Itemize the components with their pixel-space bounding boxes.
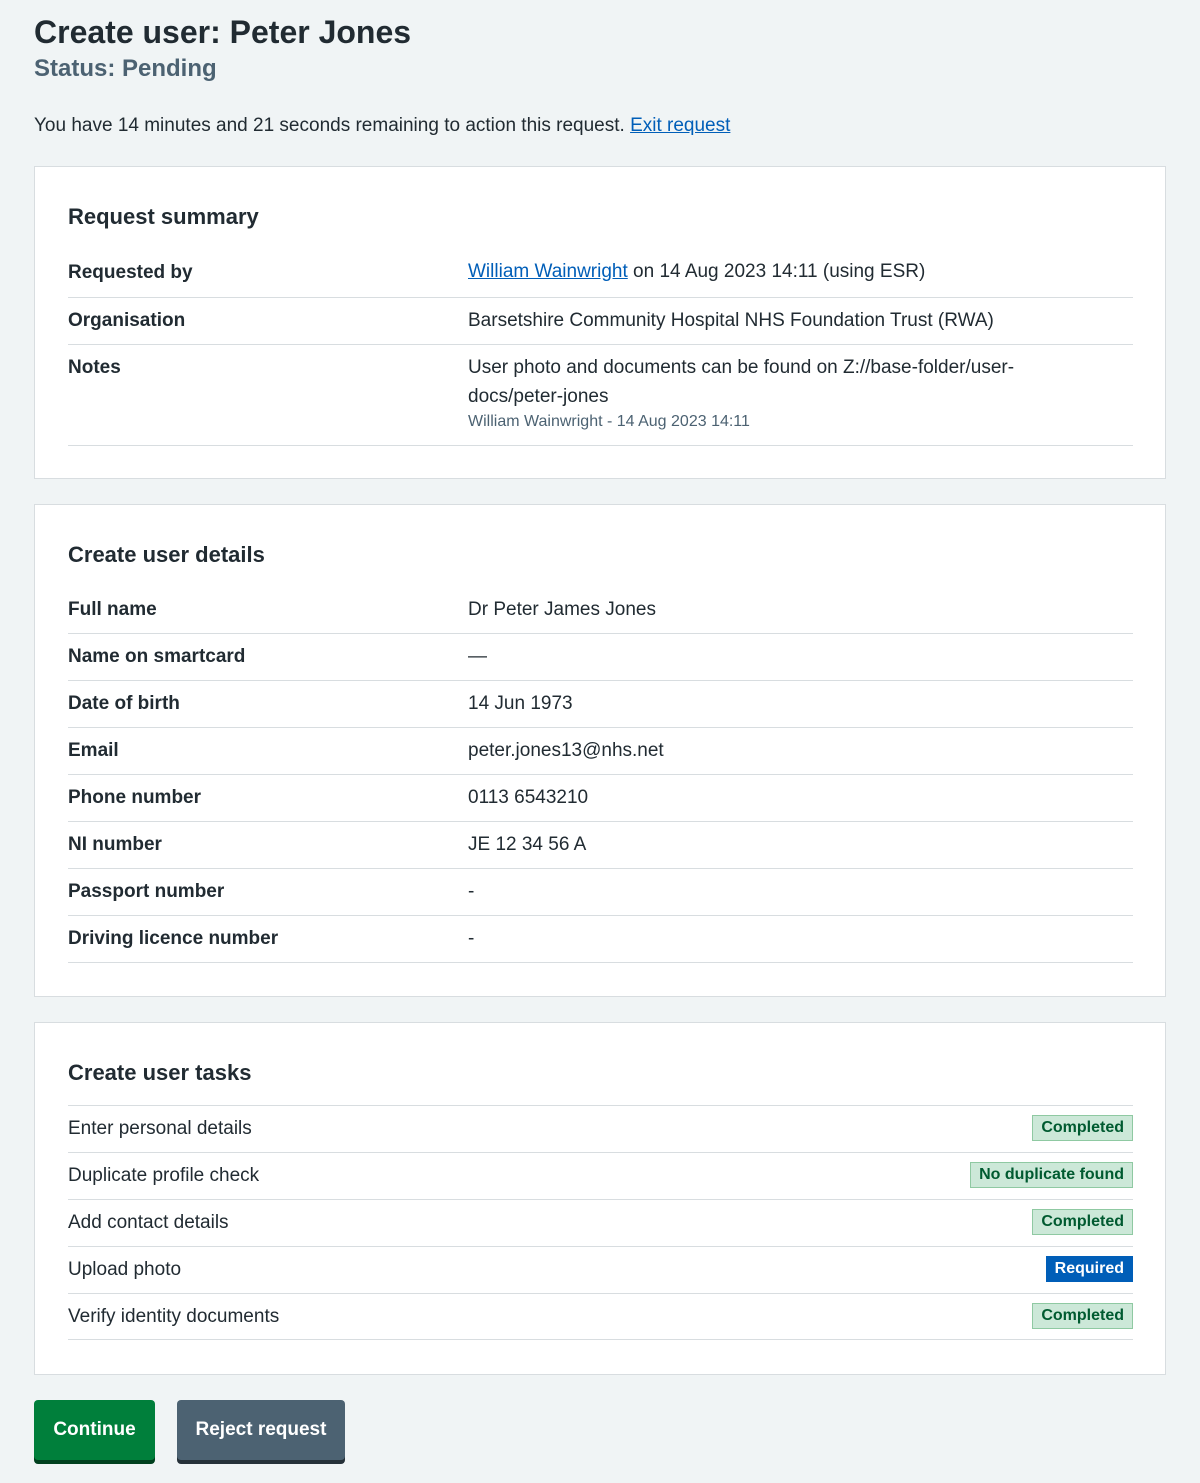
reject-request-button[interactable]: Reject request (177, 1400, 345, 1460)
timer-message (34, 113, 730, 139)
detail-row (68, 728, 1133, 775)
status-tag: No duplicate found (970, 1162, 1133, 1188)
task-name[interactable]: Duplicate profile check (68, 1165, 260, 1186)
requester-link[interactable]: William Wainwright (468, 261, 628, 282)
user-details-title: Create user details (68, 542, 265, 567)
task-row-personal-details (68, 1105, 1133, 1152)
user-details-card (34, 504, 1166, 997)
status-tag: Completed (1032, 1303, 1133, 1329)
task-row-upload-photo (68, 1246, 1133, 1293)
detail-row (68, 681, 1133, 728)
request-summary-card (34, 166, 1166, 479)
page-title: Create user: Peter Jones (34, 14, 412, 50)
status-tag: Required (1046, 1256, 1133, 1282)
summary-key-requested-by: Requested by (68, 262, 193, 283)
status-tag: Completed (1032, 1115, 1133, 1141)
detail-value: - (468, 881, 475, 902)
detail-row (68, 775, 1133, 822)
summary-row-requested-by (68, 257, 1133, 298)
task-name[interactable]: Upload photo (68, 1259, 182, 1280)
detail-value: — (468, 646, 487, 667)
detail-value: 0113 6543210 (468, 787, 589, 808)
task-name[interactable]: Enter personal details (68, 1118, 252, 1139)
detail-value: Dr Peter James Jones (468, 599, 656, 620)
continue-button[interactable]: Continue (34, 1400, 155, 1460)
detail-value: peter.jones13@nhs.net (468, 740, 664, 761)
detail-key: Passport number (68, 881, 225, 902)
request-summary-title: Request summary (68, 204, 259, 229)
task-row-duplicate-check (68, 1152, 1133, 1199)
detail-row (68, 869, 1133, 916)
detail-row (68, 634, 1133, 681)
user-tasks-card (34, 1022, 1166, 1375)
summary-key-notes: Notes (68, 357, 121, 378)
detail-value: JE 12 34 56 A (468, 834, 587, 855)
notes-text: User photo and documents can be found on Z://base-folder/user-docs/peter-jones (468, 357, 1015, 407)
detail-value: - (468, 928, 475, 949)
requested-date-text: on 14 Aug 2023 14:11 (using ESR) (627, 261, 926, 282)
detail-key: Driving licence number (68, 928, 279, 949)
detail-key: Email (68, 740, 119, 761)
user-tasks-title: Create user tasks (68, 1060, 252, 1085)
summary-row-notes (68, 345, 1133, 446)
detail-value: 14 Jun 1973 (468, 693, 573, 714)
detail-key: Full name (68, 599, 157, 620)
task-name[interactable]: Add contact details (68, 1212, 229, 1233)
detail-key: NI number (68, 834, 162, 855)
status-subtitle: Status: Pending (34, 55, 217, 82)
timer-text: You have 14 minutes and 21 seconds remaining to action this request. (34, 115, 625, 136)
detail-key: Phone number (68, 787, 202, 808)
summary-value-notes (468, 353, 1068, 433)
detail-key: Name on smartcard (68, 646, 246, 667)
task-name[interactable]: Verify identity documents (68, 1306, 280, 1327)
notes-meta: William Wainwright - 14 Aug 2023 14:11 (468, 413, 750, 430)
detail-row (68, 916, 1133, 963)
detail-key: Date of birth (68, 693, 180, 714)
status-tag: Completed (1032, 1209, 1133, 1235)
detail-row (68, 822, 1133, 869)
task-row-verify-identity (68, 1293, 1133, 1340)
summary-row-organisation (68, 298, 1133, 345)
summary-value-organisation: Barsetshire Community Hospital NHS Foundation Trust (RWA) (468, 310, 994, 331)
detail-row (68, 587, 1133, 634)
summary-value-requested-by (468, 257, 1088, 286)
exit-request-link[interactable]: Exit request (630, 115, 731, 136)
summary-key-organisation: Organisation (68, 310, 186, 331)
task-row-contact-details (68, 1199, 1133, 1246)
